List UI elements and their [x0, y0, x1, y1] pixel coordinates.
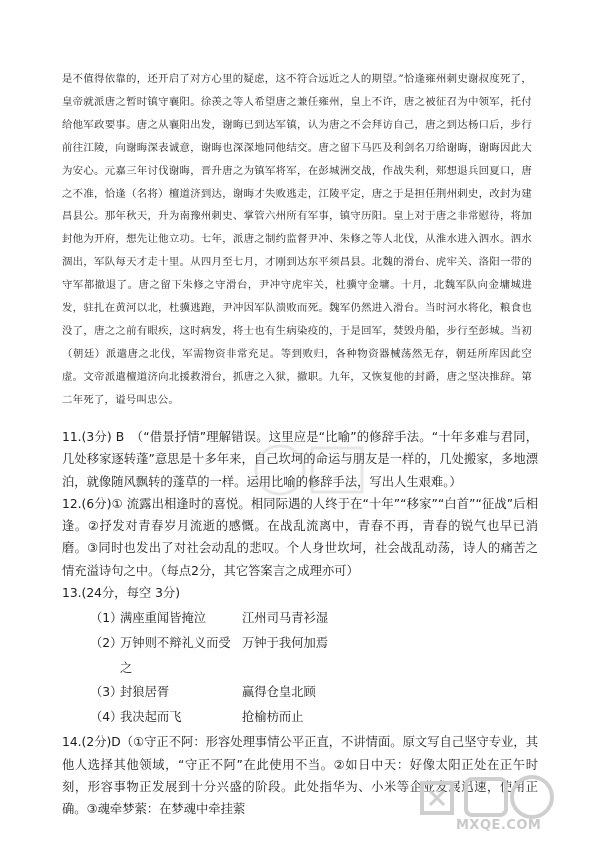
blank-left: 封狼居胥	[120, 685, 170, 700]
blank-left: 万钟则不辩礼义而受之	[120, 635, 231, 675]
row-number: （2）	[90, 635, 123, 650]
blank-left: 满座重闻皆掩泣	[120, 611, 207, 626]
answer-11: 11.(3分) B （“借景抒情”理解错误。这里应是“比喻”的修辞手法。“十年多难与君同，几处移家逐转蓬”意思是十多年来，自己坎坷的命运与朋友是一样的，几处搬家，多地漂泊，就像随风飘转的蓬草的一样。运用比喻的修辞手法，写出人生艰难。）	[62, 430, 538, 489]
answer-13-row	[62, 705, 538, 730]
blank-right: 万钟于我何加焉	[242, 635, 329, 650]
blank-right: 江州司马青衫湿	[242, 611, 329, 626]
answer-12: 12.(6分)① 流露出相逢时的喜悦。相同际遇的人终于在“十年”“移家”“白首”“征战”后相逢。②抒发对青春岁月流逝的感慨。在战乱流离中，青春不再，青春的锐气也早已消磨。③同时也发出了对社会动乱的悲叹。个人身世坎坷，社会战乱动荡，诗人的痛苦之情充溢诗句之中。（每点2分，其它答案言之成理亦可）	[62, 496, 538, 578]
row-number: （1）	[90, 611, 123, 626]
blank-right: 抢榆枋而止	[242, 709, 304, 724]
answer-13-row	[62, 680, 538, 705]
row-number: （4）	[90, 709, 123, 724]
answer-13-heading: 13.(24分，每空 3分)	[62, 586, 181, 601]
row-number: （3）	[90, 685, 123, 700]
blank-left: 我决起而飞	[120, 709, 182, 724]
answer-13-row	[62, 631, 538, 680]
watermark-text: MXQE.COM	[456, 818, 542, 833]
translation-section	[62, 68, 532, 412]
answer-13-row	[62, 606, 538, 631]
answer-14: 14.(2分)D（①守正不阿：形容处理事情公平正直，不讲情面。原文写自己坚守专业，其他人选择其他领域，“守正不阿”在此使用不当。②如日中天：好像太阳正处在正午时刻，形容事物正发展到十分兴盛的阶段。此处指华为、小米等企业发展迅速，使用正确。③魂牵梦萦：在梦魂中牵挂萦	[62, 735, 538, 817]
blank-right: 赢得仓皇北顾	[242, 685, 316, 700]
answers-section	[62, 426, 538, 821]
translation-paragraph: 是不值得依靠的，还开启了对方心里的疑虑，这不符合远近之人的期望。”恰逢雍州刺史谢叔度死了，皇帝就派唐之暂时镇守襄阳。徐羡之等人希望唐之兼任雍州，皇上不许，唐之被征召为中领军，托付给他军政要事。唐之从襄阳出发，谢晦已到达军镇，认为唐之不会拜访自己，唐之到达杨口后，步行前往江陵，向谢晦深表诚意，谢晦也深深地同他结交。唐之留下马匹及利剑名刀给谢晦，谢晦因此大为安心。元嘉三年讨伐谢晦，晋升唐之为镇军将军，在彭城洲交战，作战失利，郏想退兵回夏口，唐之不准，恰逢（名将）檀道济到达，谢晦才失败逃走，江陵平定，唐之于是担任荆州刺史，改封为建昌县公。那年秋天，升为南豫州刺史、掌管六州所有军事，镇守历阳。皇上对于唐之非常慰待，将加封他为开府，想先让他立功。七年，派唐之制约监督尹冲、朱修之等人北伐，从淮水进入泗水。泗水涸出，军队每天才走十里。从四月至七月，才刚到达东平须昌县。北魏的滑台、虎牢关、洛阳一带的守军都撤退了。唐之留下朱修之守滑台，尹冲守虎牢关，杜骥守金墉。十月，北魏军队向金墉城进发，驻扎在黄河以北，杜骥逃跑，尹冲因军队溃败而死。魏军仍然进入滑台。当时河水将化，粮食也没了，唐之之前有眼疾，这时病发，将士也有生病染疫的，于是回军，焚毁舟船，步行至彭城。当初（朝廷）派遣唐之北伐，军需物资非常充足。等到败归，各种物资器械荡然无存，朝廷所库因此空虚。文帝派遣檀道济向北援救滑台，抓唐之入狱，撤职。九年，又恢复他的封爵，唐之坚决推辞。第二年死了，谥号叫忠公。	[62, 73, 532, 406]
